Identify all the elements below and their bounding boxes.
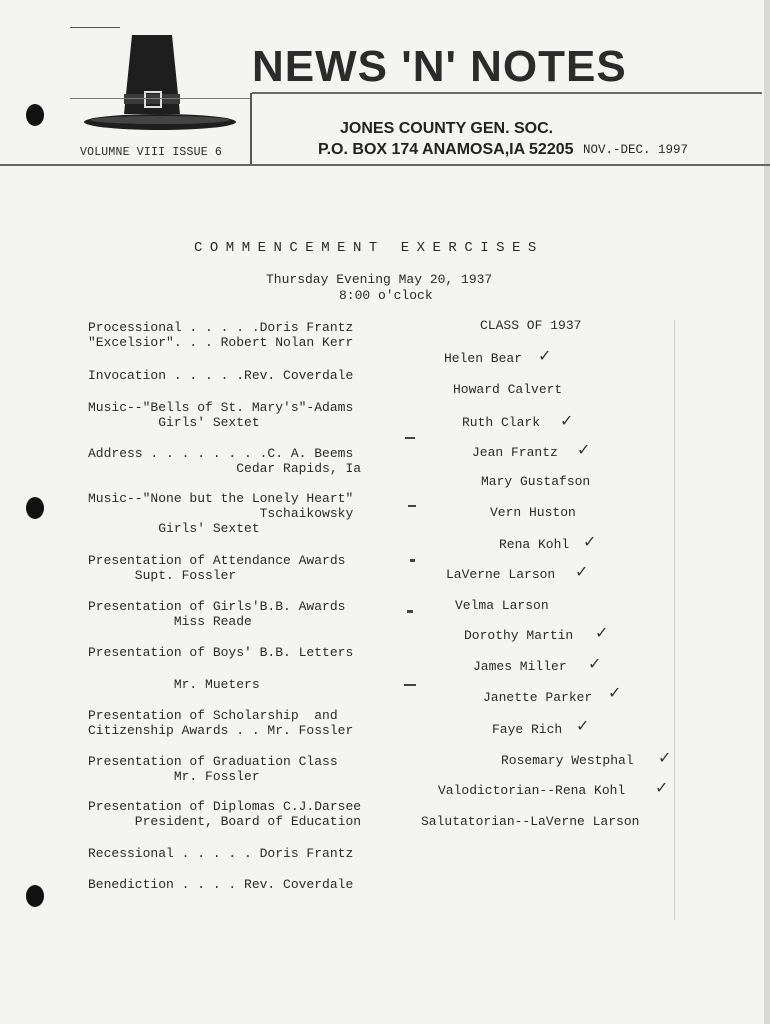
page-edge bbox=[764, 0, 770, 1024]
program-time: 8:00 o'clock bbox=[339, 288, 433, 303]
checkmark-icon: ✓ bbox=[655, 778, 669, 797]
program-line: Address . . . . . . . .C. A. Beems bbox=[88, 446, 354, 461]
scan-speck bbox=[404, 684, 416, 686]
student-name: Ruth Clark bbox=[462, 415, 541, 430]
program-line: Presentation of Girls'B.B. Awards bbox=[88, 599, 346, 614]
program-line: Recessional . . . . . Doris Frantz bbox=[88, 846, 354, 861]
pilgrim-hat-icon bbox=[80, 32, 240, 137]
program-line: Mr. Fossler bbox=[88, 769, 260, 784]
program-line: President, Board of Education bbox=[88, 814, 362, 829]
org-name: JONES COUNTY GEN. SOC. bbox=[340, 120, 554, 137]
checkmark-icon: ✓ bbox=[560, 411, 574, 430]
program-line: Benediction . . . . Rev. Coverdale bbox=[88, 877, 354, 892]
checkmark-icon: ✓ bbox=[583, 532, 597, 551]
program-line: Processional . . . . .Doris Frantz bbox=[88, 320, 354, 335]
student-name: Velma Larson bbox=[455, 598, 549, 613]
header-rule bbox=[70, 98, 252, 99]
binder-hole bbox=[26, 885, 44, 907]
student-name: Janette Parker bbox=[483, 690, 593, 705]
program-line: Citizenship Awards . . Mr. Fossler bbox=[88, 723, 354, 738]
program-line: Presentation of Scholarship and bbox=[88, 708, 338, 723]
student-name: Helen Bear bbox=[444, 351, 523, 366]
program-line: Invocation . . . . .Rev. Coverdale bbox=[88, 368, 354, 383]
checkmark-icon: ✓ bbox=[595, 623, 609, 642]
program-line: Presentation of Boys' B.B. Letters bbox=[88, 645, 354, 660]
program-line: "Excelsior". . . Robert Nolan Kerr bbox=[88, 335, 354, 350]
checkmark-icon: ✓ bbox=[577, 440, 591, 459]
checkmark-icon: ✓ bbox=[588, 654, 602, 673]
program-heading: COMMENCEMENT EXERCISES bbox=[194, 240, 544, 256]
checkmark-icon: ✓ bbox=[576, 716, 590, 735]
scan-speck bbox=[407, 610, 413, 613]
student-name: Dorothy Martin bbox=[464, 628, 574, 643]
student-name: Rosemary Westphal bbox=[501, 753, 634, 768]
program-line: Miss Reade bbox=[88, 614, 252, 629]
program-line: Girls' Sextet bbox=[88, 521, 260, 536]
scan-speck bbox=[410, 559, 415, 562]
checkmark-icon: ✓ bbox=[658, 748, 672, 767]
program-line: Mr. Mueters bbox=[88, 677, 260, 692]
checkmark-icon: ✓ bbox=[575, 562, 589, 581]
student-name: Rena Kohl bbox=[499, 537, 570, 552]
title-underline bbox=[252, 92, 762, 94]
program-line: Presentation of Diplomas C.J.Darsee bbox=[88, 799, 362, 814]
program-line: Presentation of Attendance Awards bbox=[88, 553, 346, 568]
header-bottom-rule bbox=[0, 164, 770, 166]
scan-artifact bbox=[674, 320, 675, 920]
program-line: Cedar Rapids, Ia bbox=[88, 461, 362, 476]
student-name: Vern Huston bbox=[490, 505, 576, 520]
student-name: Mary Gustafson bbox=[481, 474, 591, 489]
program-date: Thursday Evening May 20, 1937 bbox=[266, 272, 493, 287]
checkmark-icon: ✓ bbox=[608, 683, 622, 702]
student-name: Jean Frantz bbox=[472, 445, 558, 460]
program-line: Supt. Fossler bbox=[88, 568, 237, 583]
scan-speck bbox=[405, 437, 415, 439]
binder-hole bbox=[26, 104, 44, 126]
header-divider bbox=[250, 93, 252, 165]
newsletter-title: NEWS 'N' NOTES bbox=[252, 42, 627, 91]
class-title: CLASS OF 1937 bbox=[480, 318, 582, 333]
student-name: Howard Calvert bbox=[453, 382, 563, 397]
program-line: Music--"Bells of St. Mary's"-Adams bbox=[88, 400, 354, 415]
header-rule bbox=[70, 27, 120, 28]
student-name: James Miller bbox=[473, 659, 567, 674]
salutatorian: Salutatorian--LaVerne Larson bbox=[421, 814, 640, 829]
volume-issue: VOLUMNE VIII ISSUE 6 bbox=[80, 146, 223, 159]
org-address: P.O. BOX 174 ANAMOSA,IA 52205 bbox=[318, 141, 574, 158]
checkmark-icon: ✓ bbox=[538, 346, 552, 365]
binder-hole bbox=[26, 497, 44, 519]
valedictorian: Valodictorian--Rena Kohl bbox=[438, 783, 626, 798]
issue-date: NOV.-DEC. 1997 bbox=[583, 143, 689, 157]
program-line: Tschaikowsky bbox=[88, 506, 354, 521]
student-name: LaVerne Larson bbox=[446, 567, 556, 582]
student-name: Faye Rich bbox=[492, 722, 563, 737]
program-line: Girls' Sextet bbox=[88, 415, 260, 430]
program-line: Music--"None but the Lonely Heart" bbox=[88, 491, 354, 506]
scan-speck bbox=[408, 505, 416, 507]
program-line: Presentation of Graduation Class bbox=[88, 754, 338, 769]
